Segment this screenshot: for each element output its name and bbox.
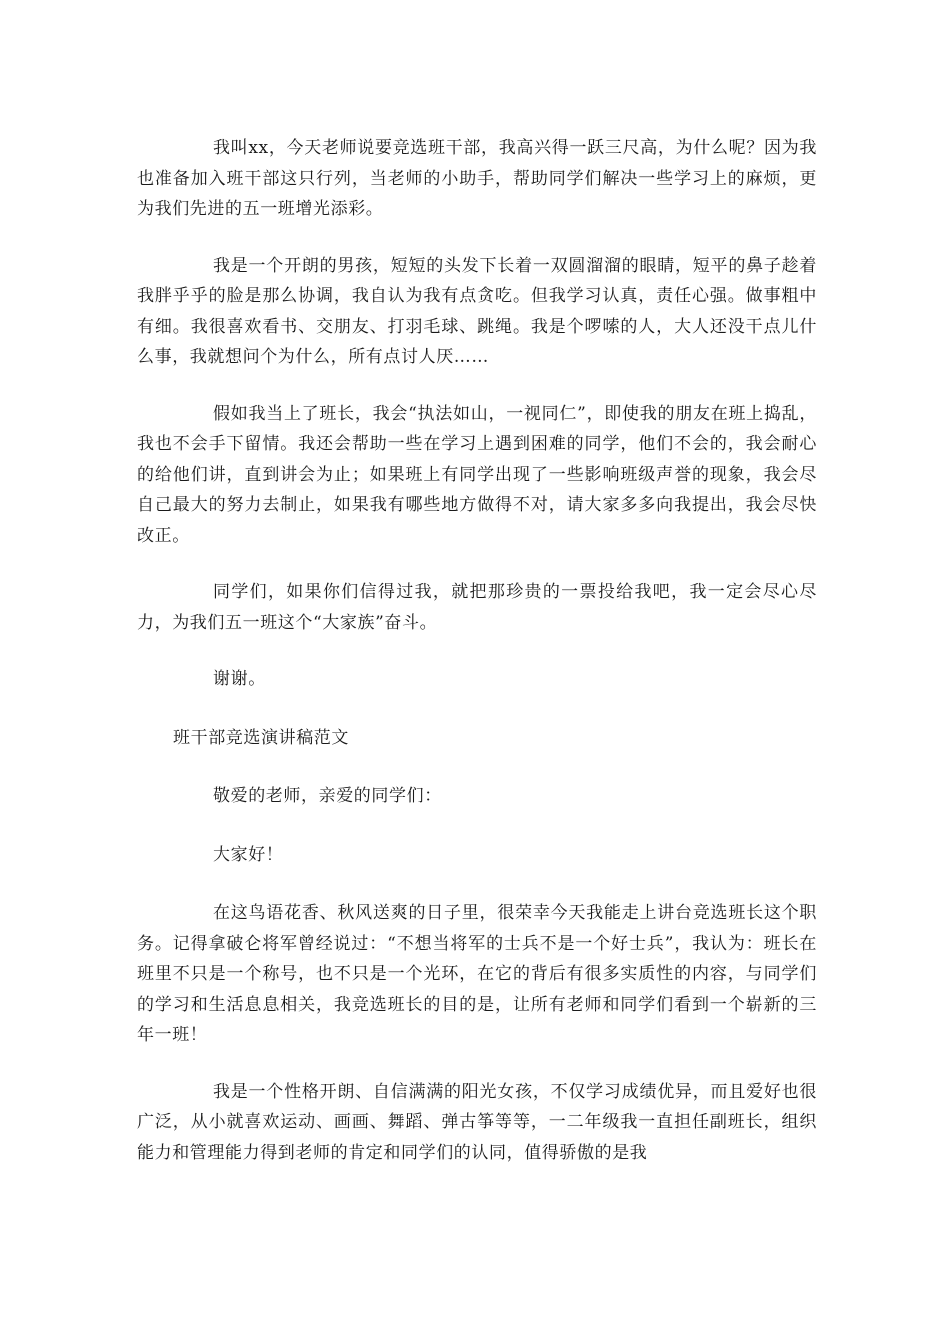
section-heading: 班干部竞选演讲稿范文 <box>173 727 349 748</box>
paragraph-background: 我是一个性格开朗、自信满满的阳光女孩，不仅学习成绩优异，而且爱好也很广泛，从小就喜欢运动、画画、舞蹈、弹古筝等等，一二年级我一直担任副班长，组织能力和管理能力得到老师的肯定和同学们的认同，值得骄傲的是我 <box>137 1081 817 1163</box>
paragraph-thanks: 谢谢。 <box>213 669 266 689</box>
paragraph-vote-request: 同学们，如果你们信得过我，就把那珍贵的一票投给我吧，我一定会尽心尽力，为我们五一班这个“大家族”奋斗。 <box>137 582 817 633</box>
paragraph-greeting-salutation: 敬爱的老师，亲爱的同学们： <box>213 786 442 806</box>
paragraph-promise: 假如我当上了班长，我会“执法如山，一视同仁”，即使我的朋友在班上捣乱，我也不会手下留情。我还会帮助一些在学习上遇到困难的同学，他们不会的，我会耐心的给他们讲，直到讲会为止；如果班上有同学出现了一些影响班级声誉的现象，我会尽自己最大的努力去制止，如果我有哪些地方做得不对，请大家多多向我提出，我会尽快改正。 <box>137 403 817 546</box>
paragraph-self-description: 我是一个开朗的男孩，短短的头发下长着一双圆溜溜的眼睛，短平的鼻子趁着我胖乎乎的脸是那么协调，我自认为我有点贪吃。但我学习认真，责任心强。做事粗中有细。我很喜欢看书、交朋友、打羽毛球、跳绳。我是个啰嗦的人，大人还没干点儿什么事，我就想问个为什么，所有点讨人厌…… <box>137 255 817 367</box>
paragraph-intro: 我叫xx，今天老师说要竞选班干部，我高兴得一跃三尺高，为什么呢？因为我也准备加入班干部这只行列，当老师的小助手，帮助同学们解决一些学习上的麻烦，更为我们先进的五一班增光添彩。 <box>137 138 817 219</box>
document-body <box>137 133 817 1194</box>
paragraph-greeting: 大家好！ <box>213 844 284 865</box>
paragraph-opening: 在这鸟语花香、秋风送爽的日子里，很荣幸今天我能走上讲台竞选班长这个职务。记得拿破仑将军曾经说过：“不想当将军的士兵不是一个好士兵”，我认为：班长在班里不只是一个称号，也不只是一个光环，在它的背后有很多实质性的内容，与同学们的学习和生活息息相关，我竞选班长的目的是，让所有老师和同学们看到一个崭新的三年一班！ <box>137 903 817 1045</box>
